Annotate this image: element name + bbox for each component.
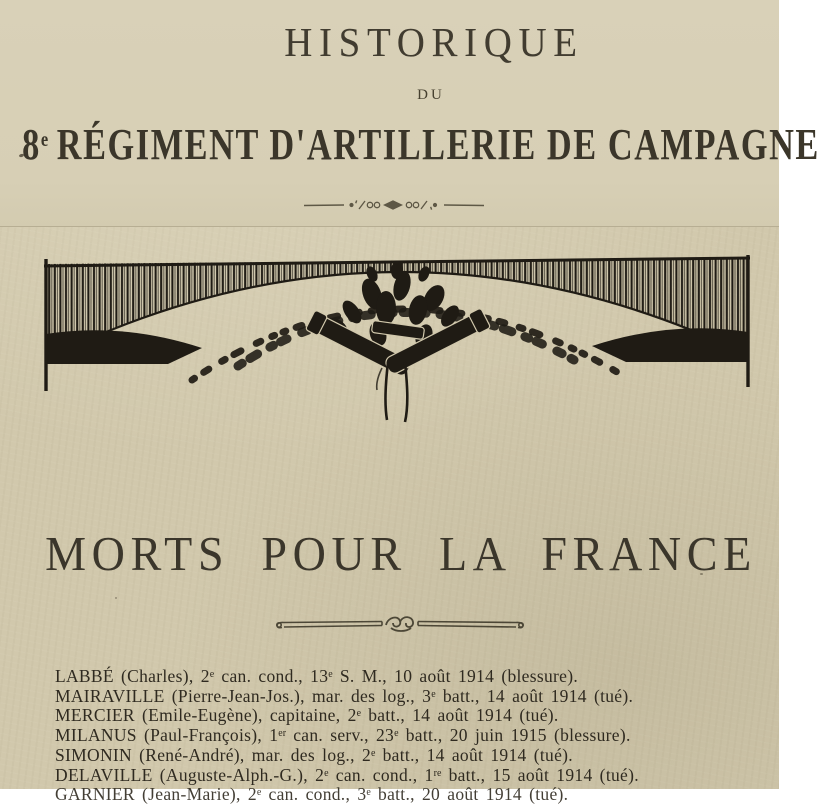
paper-speck — [115, 597, 117, 599]
roll-entry: SIMONIN (René-André), mar. des log., 2e batt., 14 août 1914 (tué). — [55, 744, 573, 765]
title-connector: DU — [417, 87, 445, 103]
memorial-banner-etching — [42, 250, 752, 425]
roll-entry: MILANUS (Paul-François), 1er can. serv., 23e batt., 20 juin 1915 (blessure). — [55, 725, 631, 746]
roll-entry: MAIRAVILLE (Pierre-Jean-Jos.), mar. des log., 3e batt., 14 août 1914 (tué). — [55, 685, 634, 706]
roll-entry: LABBÉ (Charles), 2e can. cond., 13e S. M., 10 août 1914 (blessure). — [55, 666, 578, 686]
roll-entry: GARNIER (Jean-Marie), 2e can. cond., 3e batt., 20 août 1914 (tué). — [55, 784, 569, 804]
title-divider-ornament-icon — [304, 197, 484, 213]
regiment-ordinal-suffix: e — [40, 126, 50, 151]
regiment-title — [22, 120, 820, 169]
regiment-name: RÉGIMENT D'ARTILLERIE DE CAMPAGNE — [56, 120, 820, 169]
section-heading: MORTS POUR LA FRANCE — [45, 526, 757, 581]
roll-of-honor — [55, 666, 767, 804]
banner-left-shadow — [46, 330, 202, 364]
roll-entry: DELAVILLE (Auguste-Alph.-G.), 2e can. cond., 1re batt., 15 août 1914 (tué). — [55, 764, 639, 785]
regiment-number: 8 — [22, 120, 41, 169]
roll-entry: MERCIER (Emile-Eugène), capitaine, 2e batt., 14 août 1914 (tué). — [55, 705, 559, 726]
page-title: HISTORIQUE — [284, 19, 584, 65]
section-divider-ornament-icon — [270, 612, 530, 636]
banner-right-shadow — [592, 328, 748, 362]
